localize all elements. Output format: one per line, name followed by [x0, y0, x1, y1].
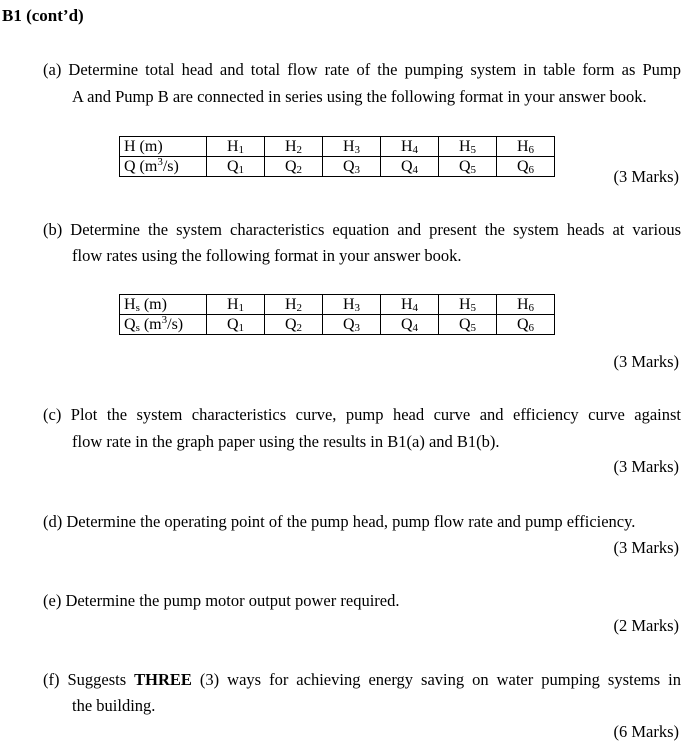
table-cell: $H_1$ — [207, 137, 265, 157]
table-cell: $Q_6$ — [497, 157, 555, 177]
table-cell: $Q_3$ — [323, 315, 381, 335]
row-label-system-flow: $Q_s$ $(m^3/s)$ — [120, 315, 207, 335]
table-cell: $Q_2$ — [265, 315, 323, 335]
part-a-format-table — [119, 136, 555, 177]
part-b-line-1: (b) Determine the system characteristics equation and present the system heads at various — [43, 220, 681, 239]
table-cell: $Q_5$ — [439, 157, 497, 177]
table-cell: $H_6$ — [497, 295, 555, 315]
row-label-flow: Q $(m^3/s)$ — [120, 157, 207, 177]
table-cell: $Q_3$ — [323, 157, 381, 177]
table-cell: $H_3$ — [323, 295, 381, 315]
part-c-line-2: flow rate in the graph paper using the results in B1(a) and B1(b). — [72, 432, 500, 451]
row-label-system-head: $H_s$ (m) — [120, 295, 207, 315]
table-cell: $H_6$ — [497, 137, 555, 157]
part-b-line-2: flow rates using the following format in your answer book. — [72, 246, 462, 265]
part-b-format-table — [119, 294, 555, 335]
table-cell: $Q_6$ — [497, 315, 555, 335]
table-cell: $H_5$ — [439, 137, 497, 157]
part-f-line-1: (f) Suggests THREE (3) ways for achieving energy saving on water pumping systems in — [43, 670, 681, 689]
part-d-marks: (3 Marks) — [613, 538, 679, 557]
table-cell: $Q_4$ — [381, 157, 439, 177]
row-label-head: H (m) — [120, 137, 207, 157]
part-c-marks: (3 Marks) — [613, 457, 679, 476]
part-a-line-2: A and Pump B are connected in series using the following format in your answer book. — [72, 87, 647, 106]
table-cell: $Q_1$ — [207, 157, 265, 177]
table-cell: $H_2$ — [265, 295, 323, 315]
part-a-line-1: (a) Determine total head and total flow rate of the pumping system in table form as Pump — [43, 60, 681, 79]
table-row — [120, 295, 555, 315]
part-a-marks: (3 Marks) — [613, 167, 679, 186]
part-b-marks: (3 Marks) — [613, 352, 679, 371]
table-row — [120, 137, 555, 157]
table-cell: $H_4$ — [381, 295, 439, 315]
table-cell: $Q_5$ — [439, 315, 497, 335]
table-row — [120, 157, 555, 177]
section-title: B1 (cont’d) — [2, 6, 84, 25]
part-f-marks: (6 Marks) — [613, 722, 679, 741]
emphasis-three: THREE — [134, 670, 192, 689]
table-cell: $H_4$ — [381, 137, 439, 157]
table-cell: $Q_1$ — [207, 315, 265, 335]
part-e-line-1: (e) Determine the pump motor output power required. — [43, 591, 400, 610]
part-f-line-2: the building. — [72, 696, 156, 715]
table-cell: $H_5$ — [439, 295, 497, 315]
table-cell: $H_2$ — [265, 137, 323, 157]
part-c-line-1: (c) Plot the system characteristics curve, pump head curve and efficiency curve against — [43, 405, 681, 424]
table-cell: $H_3$ — [323, 137, 381, 157]
part-d-line-1: (d) Determine the operating point of the pump head, pump flow rate and pump efficiency. — [43, 512, 636, 531]
part-e-marks: (2 Marks) — [613, 616, 679, 635]
table-cell: $Q_4$ — [381, 315, 439, 335]
table-cell: $H_1$ — [207, 295, 265, 315]
table-row — [120, 315, 555, 335]
table-cell: $Q_2$ — [265, 157, 323, 177]
